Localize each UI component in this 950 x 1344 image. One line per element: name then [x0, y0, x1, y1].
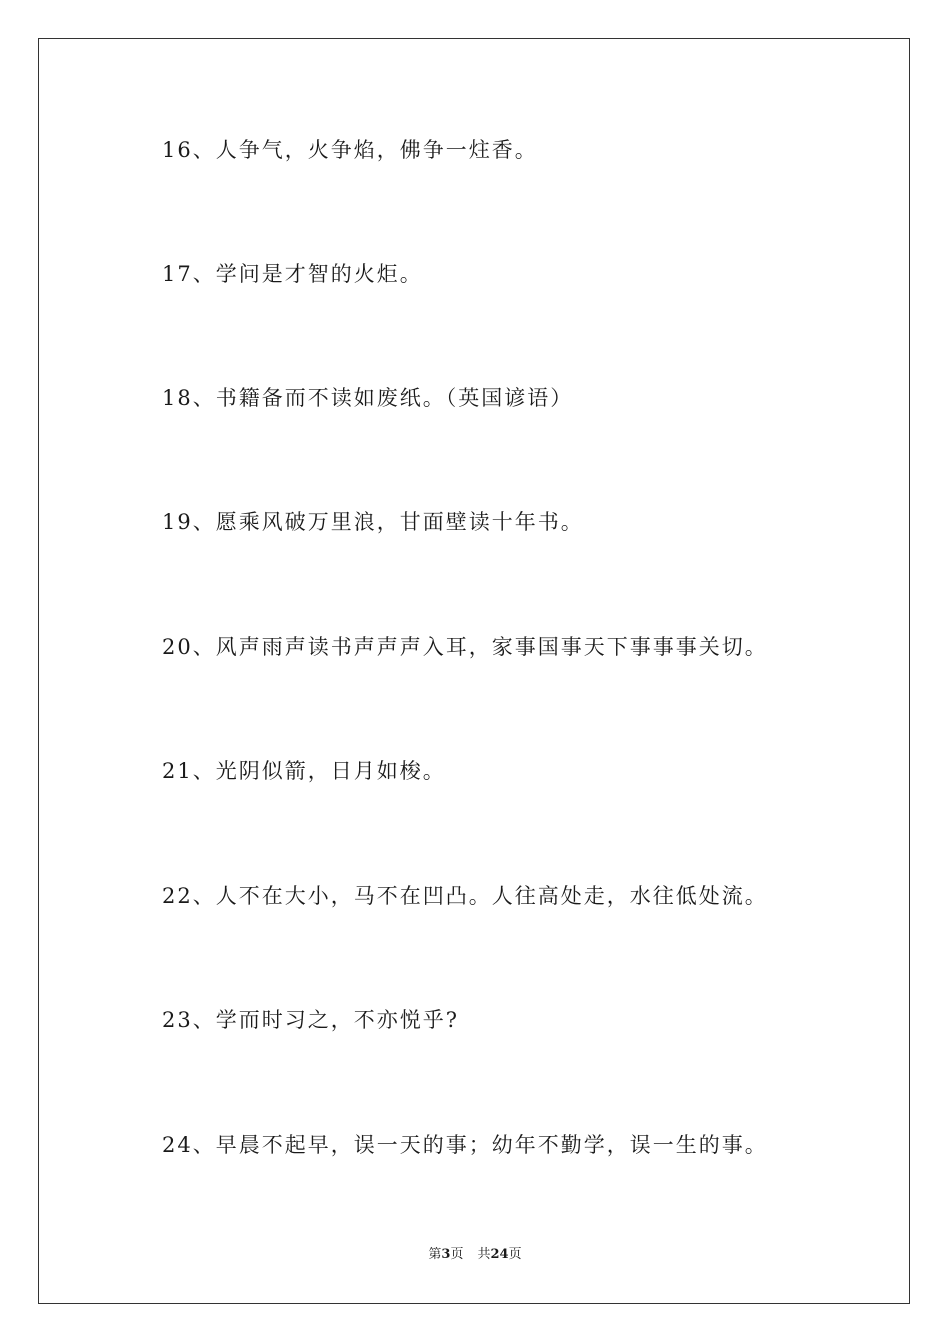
- list-item: 22、人不在大小，马不在凹凸。人往高处走，水往低处流。: [162, 884, 768, 908]
- page-number: 3: [441, 1247, 451, 1262]
- list-item: 16、人争气，火争焰，佛争一炷香。: [162, 138, 538, 162]
- list-item: 17、学问是才智的火炬。: [162, 262, 423, 286]
- total-suffix: 页: [508, 1247, 522, 1262]
- total-pages: 24: [490, 1247, 509, 1262]
- page-border: [38, 38, 910, 1304]
- list-item: 20、风声雨声读书声声声入耳，家事国事天下事事事关切。: [162, 635, 768, 659]
- list-item: 23、学而时习之，不亦悦乎?: [162, 1008, 459, 1032]
- page-footer: [0, 1246, 950, 1264]
- list-item: 19、愿乘风破万里浪，甘面壁读十年书。: [162, 510, 584, 534]
- list-item: 18、书籍备而不读如废纸。（英国谚语）: [162, 386, 574, 410]
- list-item: 21、光阴似箭，日月如梭。: [162, 759, 446, 783]
- list-item: 24、早晨不起早，误一天的事；幼年不勤学，误一生的事。: [162, 1133, 768, 1157]
- total-prefix: 共: [477, 1247, 491, 1262]
- page-suffix: 页: [450, 1247, 464, 1262]
- page-prefix: 第: [428, 1247, 442, 1262]
